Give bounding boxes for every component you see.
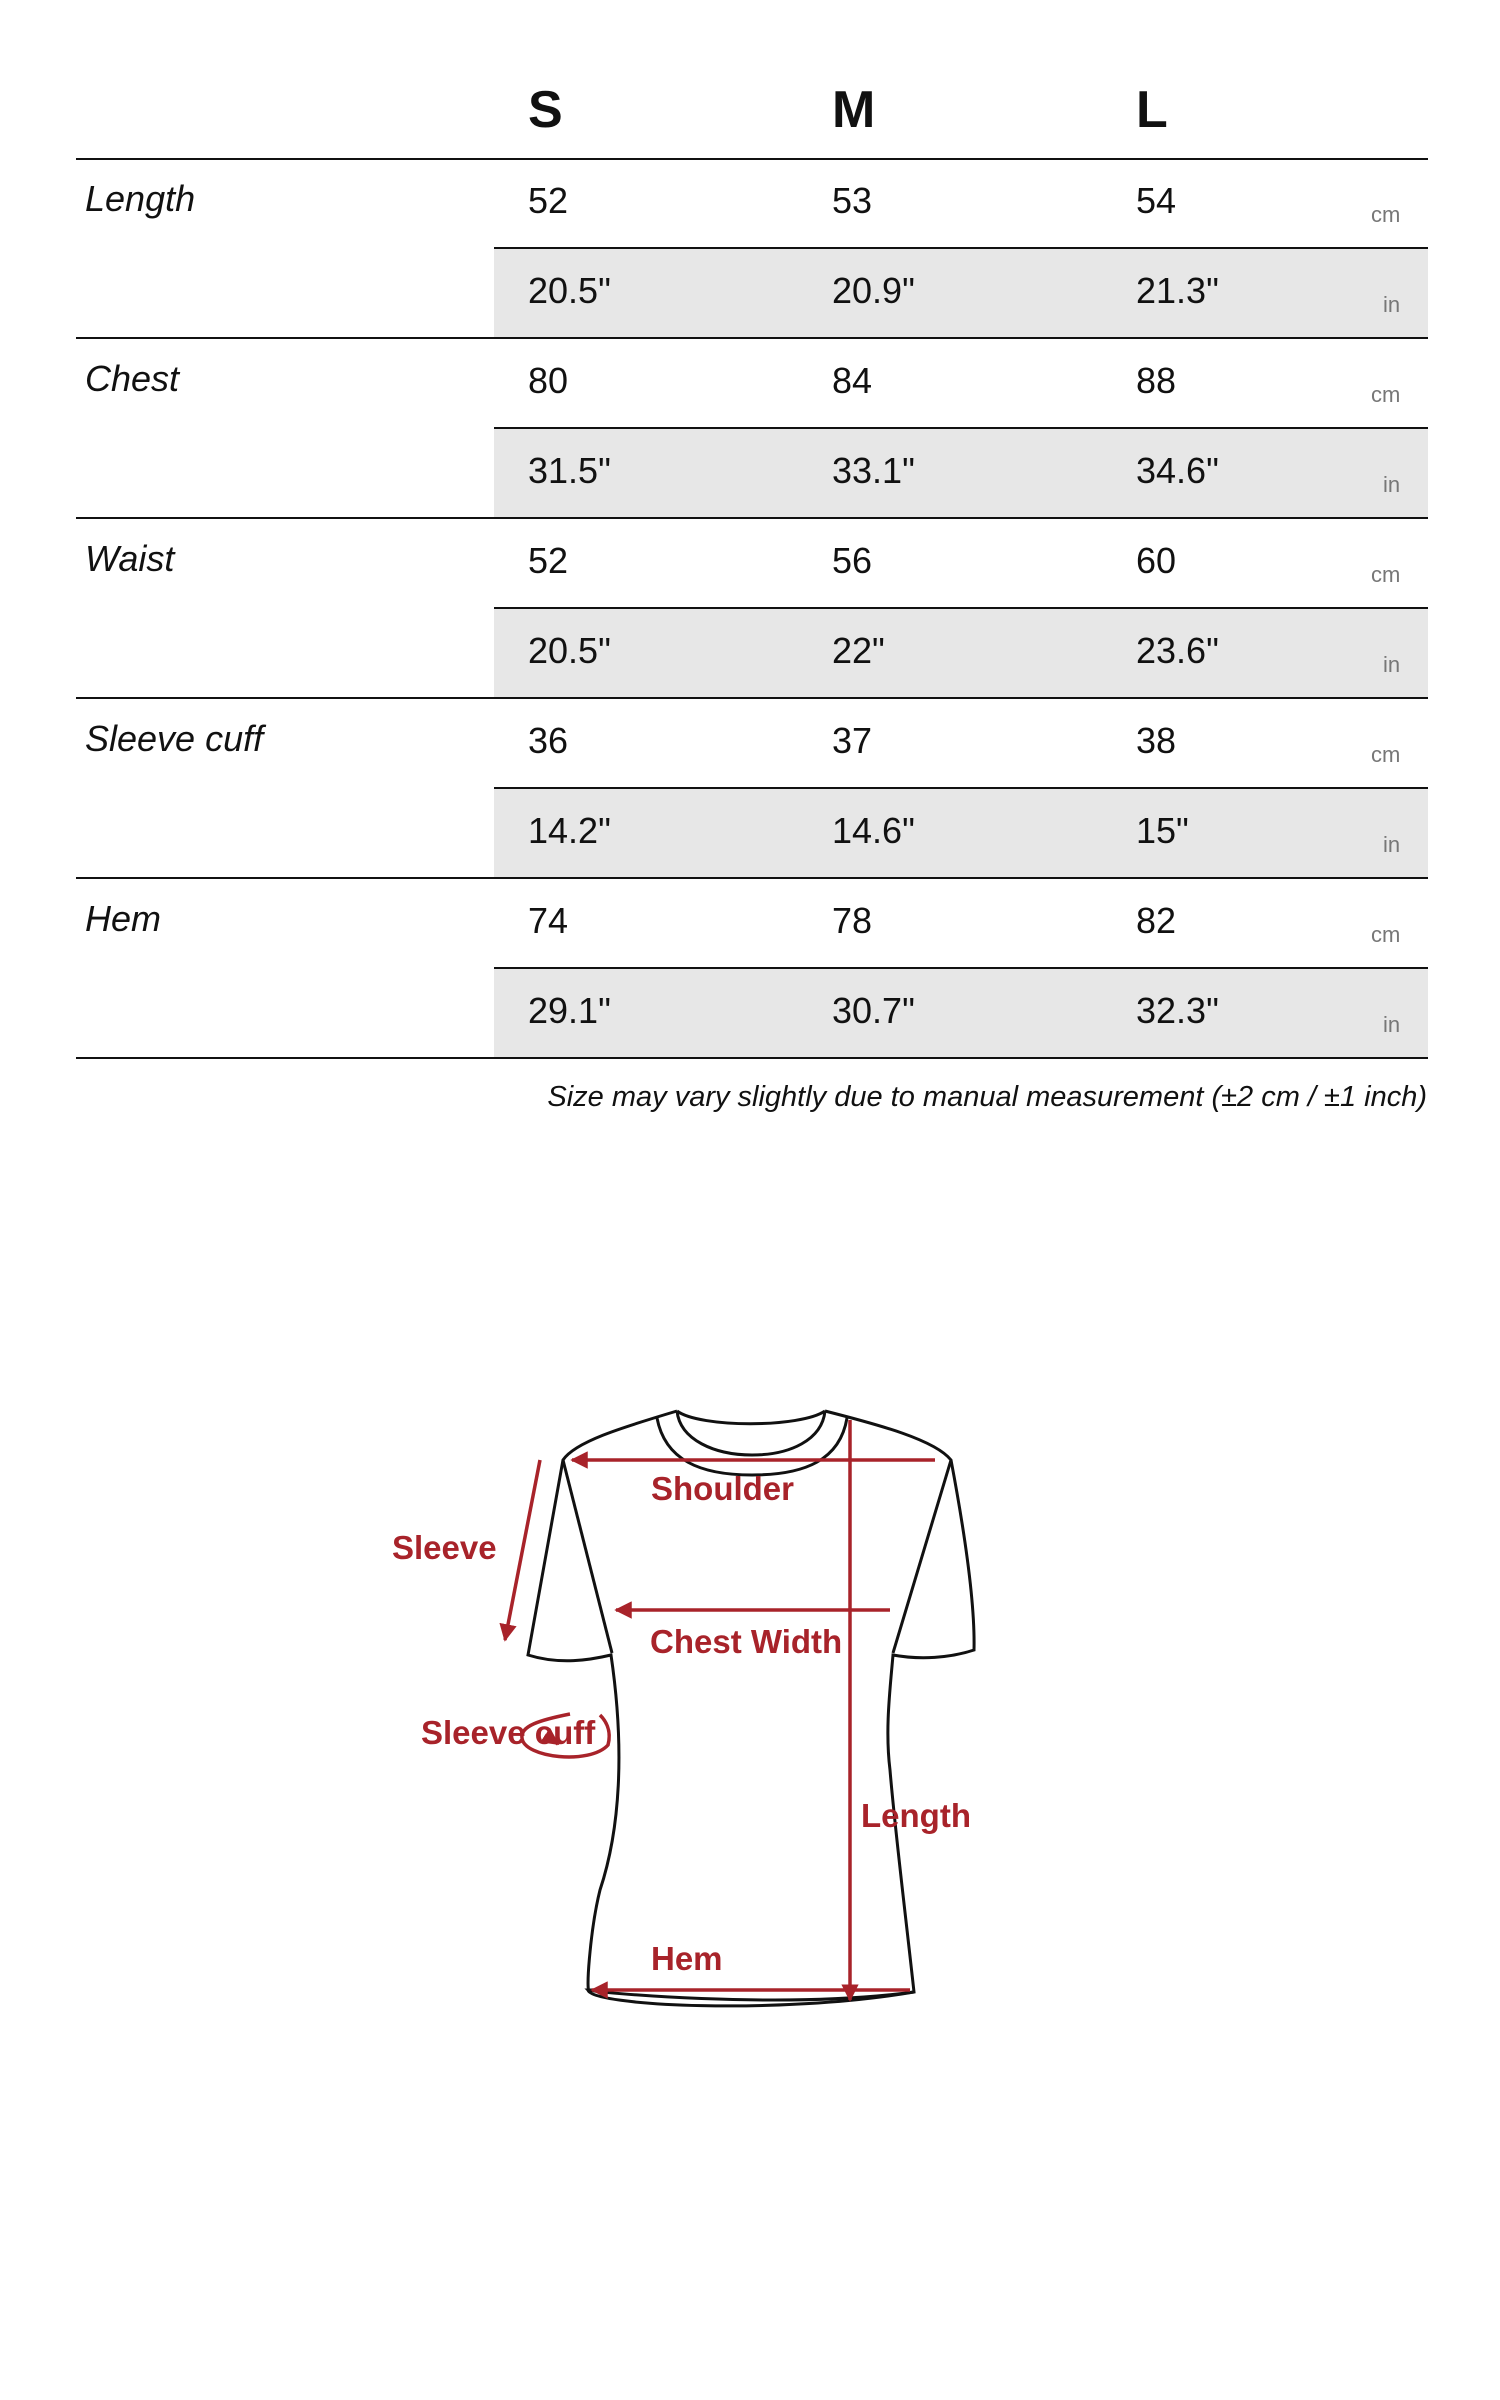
inch-value: 20.9": [832, 270, 915, 311]
measurement-label: Waist: [85, 538, 175, 579]
inch-value: 23.6": [1136, 630, 1219, 671]
cm-value: 38: [1136, 720, 1177, 761]
size-header-m: M: [832, 81, 876, 139]
unit-cm: cm: [1371, 202, 1401, 227]
size-header-l: L: [1136, 81, 1168, 139]
cm-value: 53: [832, 180, 873, 221]
cm-value: 52: [528, 180, 569, 221]
inner-row-rule: [494, 247, 1428, 249]
unit-in: in: [1383, 652, 1401, 677]
size-chart-table: [0, 0, 1500, 1130]
inner-row-rule: [494, 787, 1428, 789]
length-label: Length: [861, 1797, 971, 1834]
hem-label: Hem: [651, 1940, 723, 1977]
unit-cm: cm: [1371, 562, 1401, 587]
unit-cm: cm: [1371, 922, 1401, 947]
cm-value: 56: [832, 540, 873, 581]
unit-in: in: [1383, 832, 1401, 857]
inch-row-shade: [494, 608, 1428, 698]
cm-value: 84: [832, 360, 873, 401]
unit-in: in: [1383, 292, 1401, 317]
measurement-label: Hem: [85, 898, 162, 939]
cm-value: 82: [1136, 900, 1177, 941]
inch-row-shade: [494, 968, 1428, 1058]
cm-value: 60: [1136, 540, 1177, 581]
cm-value: 78: [832, 900, 873, 941]
shoulder-label: Shoulder: [651, 1470, 795, 1507]
measurement-labels: [392, 1470, 971, 1977]
inch-row-shade: [494, 248, 1428, 338]
inch-value: 14.2": [528, 810, 611, 851]
inch-value: 32.3": [1136, 990, 1219, 1031]
inch-value: 30.7": [832, 990, 915, 1031]
measurement-row-rule: [76, 877, 1428, 879]
measurement-note: Size may vary slightly due to manual measurement (±2 cm / ±1 inch): [547, 1081, 1427, 1113]
unit-in: in: [1383, 472, 1401, 497]
measurement-label: Chest: [85, 358, 180, 399]
inch-value: 20.5": [528, 270, 611, 311]
inch-value: 33.1": [832, 450, 915, 491]
inch-value: 29.1": [528, 990, 611, 1031]
tshirt-measurement-diagram: [0, 1130, 1500, 2400]
measurement-label: Sleeve cuff: [85, 718, 264, 759]
cm-value: 80: [528, 360, 569, 401]
cm-value: 74: [528, 900, 569, 941]
inch-value: 21.3": [1136, 270, 1219, 311]
inch-value: 31.5": [528, 450, 611, 491]
measurement-row-rule: [76, 697, 1428, 699]
inch-value: 34.6": [1136, 450, 1219, 491]
inch-value: 15": [1136, 810, 1189, 851]
measurement-row-rule: [76, 1057, 1428, 1059]
cm-value: 88: [1136, 360, 1177, 401]
inch-row-shade: [494, 428, 1428, 518]
inch-value: 20.5": [528, 630, 611, 671]
chest-width-label: Chest Width: [650, 1623, 843, 1660]
cm-value: 54: [1136, 180, 1177, 221]
measurement-label: Length: [85, 178, 196, 219]
table-top-rule: [76, 158, 1428, 160]
cm-value: 52: [528, 540, 569, 581]
cm-value: 37: [832, 720, 873, 761]
cm-value: 36: [528, 720, 569, 761]
inner-row-rule: [494, 427, 1428, 429]
size-header-s: S: [528, 81, 563, 139]
measurement-row-rule: [76, 337, 1428, 339]
sleeve-label: Sleeve: [392, 1529, 497, 1566]
inner-row-rule: [494, 607, 1428, 609]
inch-value: 14.6": [832, 810, 915, 851]
inner-row-rule: [494, 967, 1428, 969]
unit-cm: cm: [1371, 742, 1401, 767]
unit-in: in: [1383, 1012, 1401, 1037]
measurement-arrows: [505, 1420, 935, 2000]
inch-value: 22": [832, 630, 885, 671]
measurement-row-rule: [76, 517, 1428, 519]
unit-cm: cm: [1371, 382, 1401, 407]
tshirt-illustration: [0, 1130, 1500, 2400]
inch-row-shade: [494, 788, 1428, 878]
sleeve-cuff-label: Sleeve cuff: [421, 1714, 596, 1751]
